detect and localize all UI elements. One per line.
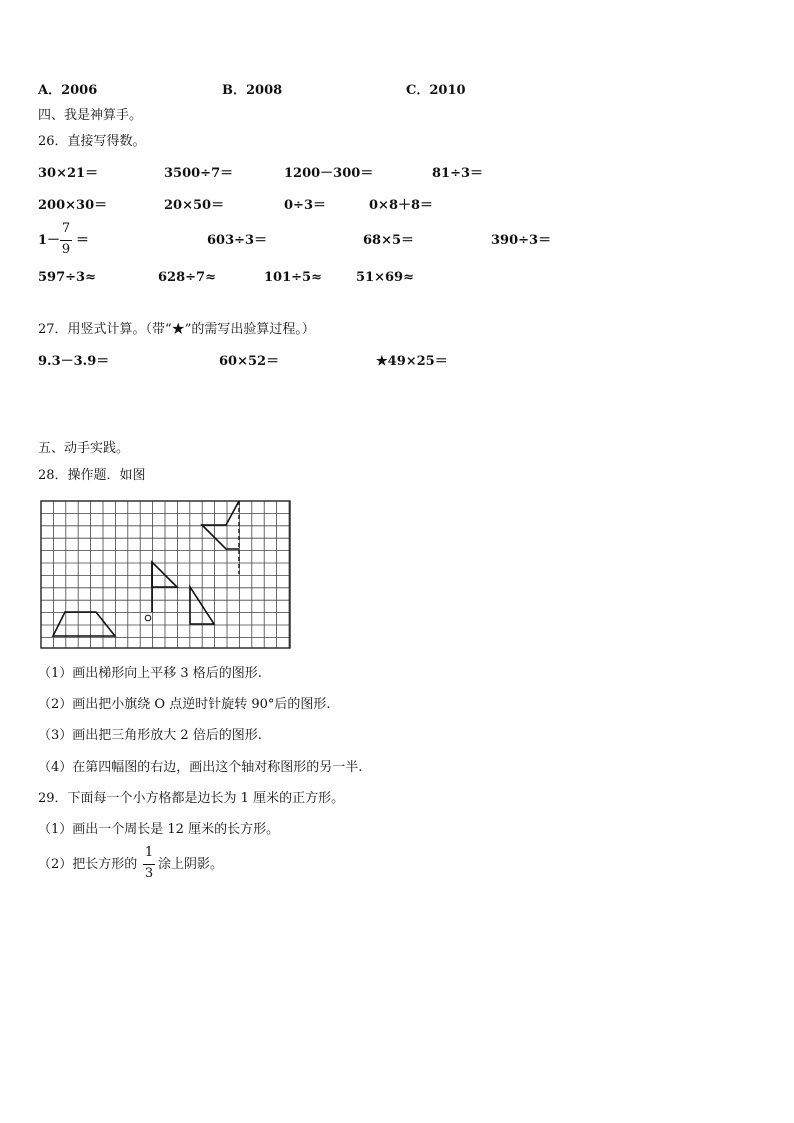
q27-item-3: ★49×25＝ <box>376 354 448 369</box>
option-c: C．2010 <box>406 83 466 98</box>
q26-r3-c2: 603÷3＝ <box>207 233 268 248</box>
q29-task-2-suffix: 涂上阴影。 <box>158 857 224 872</box>
q26-r1-c3: 1200－300＝ <box>284 166 374 181</box>
q29-task-1: （1）画出一个周长是 12 厘米的长方形。 <box>38 822 280 837</box>
q29-task-2-numerator: 1 <box>144 845 154 860</box>
q26-r4-c3: 101÷5≈ <box>264 270 322 285</box>
q29-title: 29．下面每一个小方格都是边长为 1 厘米的正方形。 <box>38 791 345 806</box>
q26-r3-numerator: 7 <box>61 221 71 236</box>
q26-r3-c4: 390÷3＝ <box>491 233 552 248</box>
q26-r3-c3: 68×5＝ <box>363 233 415 248</box>
axisymmetric-half-shape <box>202 501 239 549</box>
q29-task-2-denominator: 3 <box>144 866 154 881</box>
q26-r4-c2: 628÷7≈ <box>158 270 216 285</box>
q28-title: 28．操作题．如图 <box>38 468 146 483</box>
section4-title: 四、我是神算手。 <box>38 108 143 123</box>
q26-r3-fraction-suffix: ＝ <box>76 233 90 248</box>
q26-r3-denominator: 9 <box>61 242 71 257</box>
q26-r2-c2: 20×50＝ <box>164 198 225 213</box>
q26-title: 26．直接写得数。 <box>38 134 146 149</box>
point-o-marker <box>145 615 151 621</box>
q26-r3-fraction-prefix: 1－ <box>38 233 61 248</box>
q26-r1-c4: 81÷3＝ <box>432 166 484 181</box>
trapezoid-shape <box>53 612 115 636</box>
q27-item-1: 9.3－3.9＝ <box>38 354 110 369</box>
q27-item-2: 60×52＝ <box>219 354 280 369</box>
option-b: B．2008 <box>222 83 283 98</box>
q26-r2-c1: 200×30＝ <box>38 198 108 213</box>
q26-r1-c2: 3500÷7＝ <box>164 166 234 181</box>
option-a: A．2006 <box>38 83 98 98</box>
q26-r4-c1: 597÷3≈ <box>38 270 96 285</box>
q26-r3-fraction-bar <box>60 240 72 241</box>
q27-title: 27．用竖式计算。（带“★”的需写出验算过程。） <box>38 322 315 337</box>
q28-task-2: （2）画出把小旗绕 O 点逆时针旋转 90°后的图形. <box>38 697 331 712</box>
q29-task-2-fraction-bar <box>143 864 155 865</box>
q29-task-2-prefix: （2）把长方形的 <box>38 857 138 872</box>
flag-shape <box>152 562 177 587</box>
point-o-label: o <box>141 622 142 623</box>
q26-r2-c4: 0×8＋8＝ <box>369 198 434 213</box>
q28-task-3: （3）画出把三角形放大 2 倍后的图形. <box>38 728 262 743</box>
q28-grid-figure <box>40 500 292 650</box>
q26-r2-c3: 0÷3＝ <box>284 198 326 213</box>
q26-r1-c1: 30×21＝ <box>38 166 99 181</box>
section5-title: 五、动手实践。 <box>38 441 130 456</box>
q26-r4-c4: 51×69≈ <box>356 270 414 285</box>
q28-task-4: （4）在第四幅图的右边，画出这个轴对称图形的另一半. <box>38 760 363 775</box>
q28-task-1: （1）画出梯形向上平移 3 格后的图形. <box>38 666 262 681</box>
